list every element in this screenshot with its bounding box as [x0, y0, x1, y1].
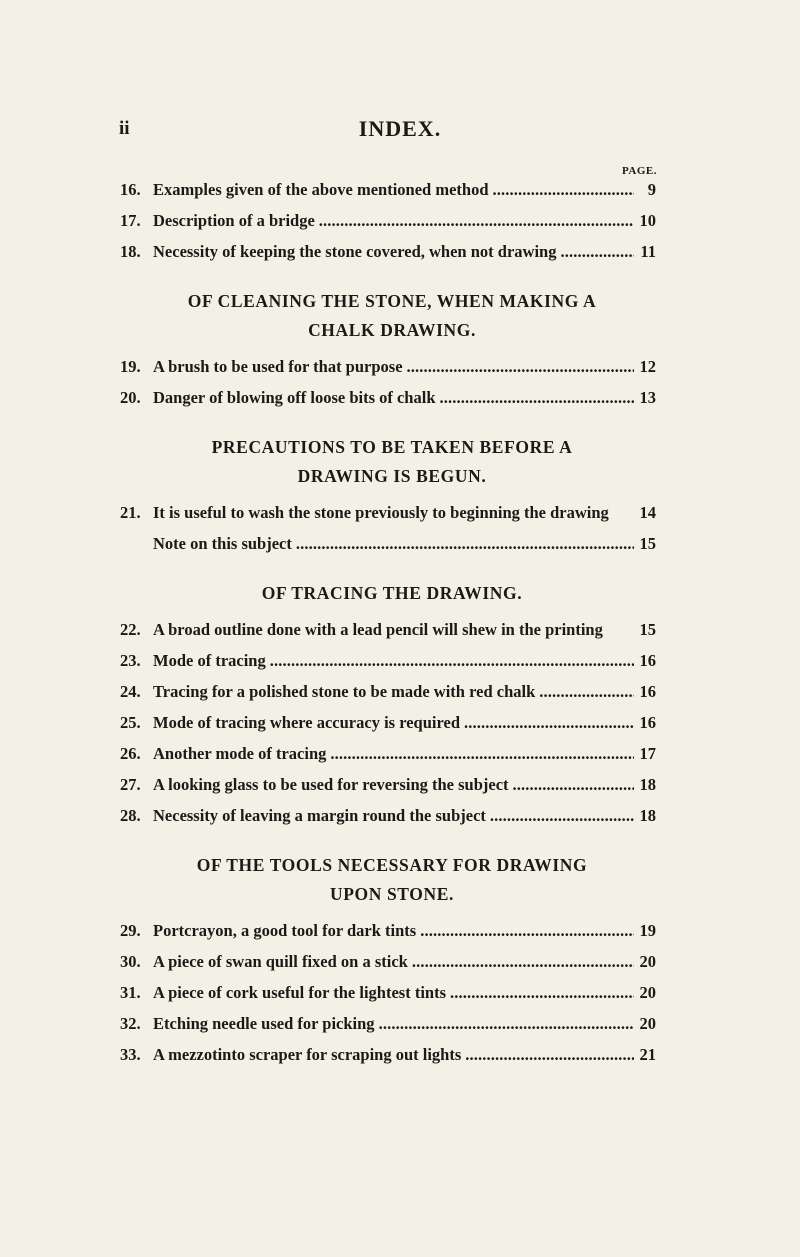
- dot-leader: [330, 744, 634, 764]
- entry-text: Portcrayon, a good tool for dark tints: [153, 921, 417, 940]
- index-entry: [120, 503, 656, 534]
- index-entry: [120, 744, 656, 775]
- index-entry: [120, 651, 656, 682]
- dot-leader: [465, 1045, 634, 1065]
- entry-number: 17.: [120, 211, 141, 230]
- index-entry: [120, 534, 656, 565]
- entry-page-number: 18: [639, 775, 656, 794]
- entry-number: 33.: [120, 1045, 141, 1064]
- dot-leader: [440, 388, 635, 408]
- dot-leader: [270, 651, 634, 671]
- entry-number: 24.: [120, 682, 141, 701]
- entry-text: Description of a bridge: [153, 211, 315, 230]
- dot-leader: [407, 357, 634, 377]
- entry-number: 20.: [120, 388, 141, 407]
- section-heading: [120, 851, 656, 909]
- entry-text: Mode of tracing: [153, 651, 266, 670]
- index-entry: [120, 211, 656, 242]
- running-head: [0, 116, 800, 146]
- entry-page-number: 18: [639, 806, 656, 825]
- entry-text: A looking glass to be used for reversing the subject: [153, 775, 509, 794]
- index-entry: [120, 180, 656, 211]
- entry-text: A piece of cork useful for the lightest tints: [153, 983, 446, 1002]
- dot-leader: [560, 242, 634, 262]
- entry-text: A broad outline done with a lead pencil will shew in the printing: [153, 620, 603, 639]
- entry-page-number: 16: [639, 651, 656, 670]
- index-entry: [120, 806, 656, 837]
- index-entry: [120, 357, 656, 388]
- section-heading: [120, 579, 656, 608]
- entry-number: 32.: [120, 1014, 141, 1033]
- index-entry: [120, 388, 656, 419]
- section-heading-line: UPON STONE.: [330, 884, 454, 904]
- entry-text: Another mode of tracing: [153, 744, 327, 763]
- index-entry: [120, 775, 656, 806]
- entry-page-number: 12: [639, 357, 656, 376]
- entry-page-number: 9: [647, 180, 656, 199]
- dot-leader: [464, 713, 634, 733]
- entry-number: 16.: [120, 180, 141, 199]
- entry-page-number: 19: [639, 921, 656, 940]
- entry-number: 25.: [120, 713, 141, 732]
- entry-text: It is useful to wash the stone previously to beginning the drawing: [153, 503, 609, 522]
- entry-number: 23.: [120, 651, 141, 670]
- index-content: [120, 180, 656, 1076]
- entry-page-number: 17: [639, 744, 656, 763]
- entry-number: 30.: [120, 952, 141, 971]
- entry-number: 28.: [120, 806, 141, 825]
- index-entry: [120, 682, 656, 713]
- dot-leader: [539, 682, 634, 702]
- section-heading-line: DRAWING IS BEGUN.: [297, 466, 487, 486]
- dot-leader: [513, 775, 634, 795]
- entry-text: A brush to be used for that purpose: [153, 357, 403, 376]
- section-heading: [120, 287, 656, 345]
- dot-leader: [319, 211, 634, 231]
- entry-text: A mezzotinto scraper for scraping out lights: [153, 1045, 462, 1064]
- entry-page-number: 14: [639, 503, 656, 522]
- entry-page-number: 13: [639, 388, 656, 407]
- section-heading-line: OF TRACING THE DRAWING.: [261, 583, 523, 603]
- entry-text: Examples given of the above mentioned method: [153, 180, 489, 199]
- entry-page-number: 16: [639, 713, 656, 732]
- entry-text: Necessity of leaving a margin round the subject: [153, 806, 486, 825]
- entry-number: 18.: [120, 242, 141, 261]
- entry-number: 27.: [120, 775, 141, 794]
- entry-page-number: 21: [639, 1045, 656, 1064]
- entry-page-number: 11: [640, 242, 656, 261]
- index-entry: [120, 983, 656, 1014]
- section-heading: [120, 433, 656, 491]
- section-heading-line: OF CLEANING THE STONE, WHEN MAKING A: [187, 291, 597, 311]
- dot-leader: [490, 806, 634, 826]
- entry-text: Tracing for a polished stone to be made with red chalk: [153, 682, 536, 701]
- index-entry: [120, 1014, 656, 1045]
- entry-text: Necessity of keeping the stone covered, when not drawing: [153, 242, 557, 261]
- page-folio: ii: [119, 118, 130, 139]
- entry-page-number: 16: [639, 682, 656, 701]
- entry-number: 31.: [120, 983, 141, 1002]
- entry-number: 26.: [120, 744, 141, 763]
- index-entry: [120, 713, 656, 744]
- dot-leader: [450, 983, 634, 1003]
- index-entry: [120, 1045, 656, 1076]
- page-title: INDEX.: [358, 116, 442, 141]
- entry-page-number: 20: [639, 1014, 656, 1033]
- index-entry: [120, 620, 656, 651]
- entry-page-number: 15: [639, 620, 656, 639]
- entry-text: Etching needle used for picking: [153, 1014, 375, 1033]
- dot-leader: [493, 180, 635, 200]
- index-entry: [120, 952, 656, 983]
- section-heading-line: PRECAUTIONS TO BE TAKEN BEFORE A: [211, 437, 573, 457]
- entry-page-number: 20: [639, 952, 656, 971]
- entry-page-number: 15: [639, 534, 656, 553]
- entry-text: A piece of swan quill fixed on a stick: [153, 952, 408, 971]
- entry-text: Mode of tracing where accuracy is required: [153, 713, 461, 732]
- dot-leader: [412, 952, 634, 972]
- entry-text: Note on this subject: [153, 534, 292, 553]
- index-entry: [120, 921, 656, 952]
- section-heading-line: CHALK DRAWING.: [308, 320, 476, 340]
- entry-page-number: 20: [639, 983, 656, 1002]
- dot-leader: [379, 1014, 634, 1034]
- dot-leader: [296, 534, 634, 554]
- entry-text: Danger of blowing off loose bits of chalk: [153, 388, 436, 407]
- index-entry: [120, 242, 656, 273]
- entry-page-number: 10: [639, 211, 656, 230]
- entry-number: 21.: [120, 503, 141, 522]
- section-heading-line: OF THE TOOLS NECESSARY FOR DRAWING: [196, 855, 588, 875]
- page-column-label: PAGE.: [622, 165, 657, 177]
- dot-leader: [420, 921, 634, 941]
- entry-number: 19.: [120, 357, 141, 376]
- entry-number: 29.: [120, 921, 141, 940]
- entry-number: 22.: [120, 620, 141, 639]
